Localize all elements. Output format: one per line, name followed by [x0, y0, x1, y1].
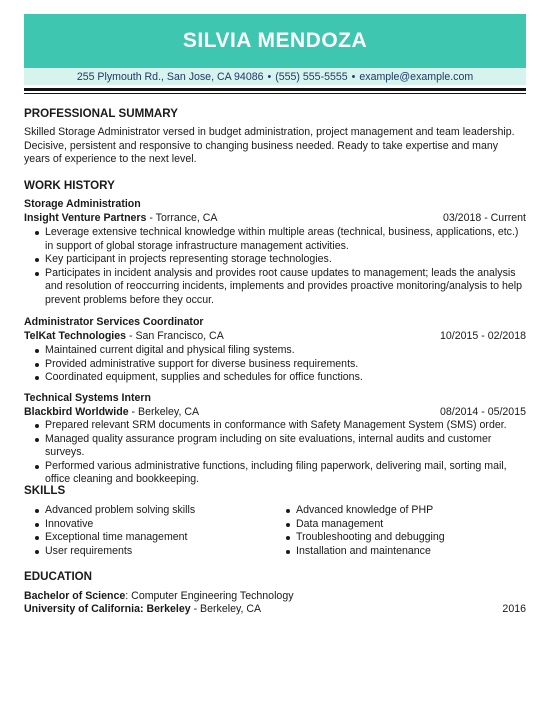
job-employer-row: [24, 212, 526, 226]
education-year: 2016: [502, 603, 526, 615]
list-item: Advanced problem solving skills: [24, 504, 526, 518]
list-item: Troubleshooting and debugging: [275, 531, 550, 545]
job-company: TelKat Technologies: [24, 330, 127, 342]
job-duties: [24, 226, 526, 308]
job-employer-row: [24, 406, 526, 420]
candidate-name: SILVIA MENDOZA: [182, 29, 368, 52]
list-item: Coordinated equipment, supplies and schedules for office functions.: [24, 371, 526, 385]
list-item: Provided administrative support for diverse business requirements.: [24, 358, 526, 372]
contact-separator: •: [267, 70, 272, 83]
list-item: Leverage extensive technical knowledge within multiple areas (technical, business, applications, etc.) in support of global storage infrastructure management activities.: [24, 226, 526, 253]
list-item: Key participant in projects representing storage technologies.: [24, 253, 526, 267]
summary-heading: PROFESSIONAL SUMMARY: [24, 107, 178, 120]
job-company: Insight Venture Partners: [24, 212, 147, 224]
header-banner: [24, 14, 526, 68]
list-item: Prepared relevant SRM documents in conformance with Safety Management System (SMS) order.: [24, 419, 526, 433]
header-divider-thick: [24, 88, 526, 91]
education-school: University of California: Berkeley: [24, 603, 191, 615]
list-item: Maintained current digital and physical filing systems.: [24, 344, 526, 358]
job-employer-row: [24, 330, 526, 344]
education-school-row: [24, 603, 526, 617]
education-location: - Berkeley, CA: [190, 603, 262, 615]
skills-heading: SKILLS: [24, 484, 66, 497]
list-item: Participates in incident analysis and provides root cause updates to management; leads the analysis and resolution of reoccurring incidents, implements and provides proactive monitoring/analysis to help prevent problems before they occur.: [24, 267, 526, 308]
job-location: - San Francisco, CA: [126, 330, 224, 342]
job-duties: [24, 419, 526, 487]
job-company: Blackbird Worldwide: [24, 406, 129, 418]
skills-list-right: [275, 504, 550, 558]
list-item: Installation and maintenance: [275, 545, 550, 559]
list-item: Managed quality assurance program including on site evaluations, internal audits and customer surveys.: [24, 433, 526, 460]
header-divider-thin: [24, 93, 526, 94]
education-school-line: [24, 603, 261, 617]
job-employer: [24, 406, 199, 420]
job-title: Storage Administration: [24, 198, 141, 210]
contact-bar: [24, 68, 526, 85]
list-item: Exceptional time management: [24, 531, 526, 545]
job-employer: [24, 212, 218, 226]
job-title: Technical Systems Intern: [24, 392, 151, 404]
summary-text: Skilled Storage Administrator versed in budget administration, project management and team leadership. Decisive, persistent and responsive to changing business needed. Ready to take expertise and many years of experience to the next level.: [24, 126, 515, 166]
education-heading: EDUCATION: [24, 570, 93, 583]
list-item: Performed various administrative functions, including filing paperwork, delivering mail, sorting mail, office cleaning and bookkeeping.: [24, 460, 526, 487]
contact-phone: (555) 555-5555: [275, 70, 348, 83]
job-dates: 08/2014 - 05/2015: [439, 406, 526, 418]
contact-address: 255 Plymouth Rd., San Jose, CA 94086: [76, 70, 264, 83]
job-title: Administrator Services Coordinator: [24, 316, 204, 328]
list-item: Advanced knowledge of PHP: [275, 504, 550, 518]
education-field: : Computer Engineering Technology: [125, 590, 294, 602]
job-employer: [24, 330, 224, 344]
list-item: User requirements: [24, 545, 526, 559]
education-degree: Bachelor of Science: [24, 590, 126, 602]
contact-separator: •: [351, 70, 356, 83]
work-history-heading: WORK HISTORY: [24, 179, 115, 192]
job-duties: [24, 344, 526, 385]
contact-email[interactable]: example@example.com: [359, 70, 474, 83]
education-degree-line: [24, 590, 526, 604]
list-item: Data management: [275, 518, 550, 532]
job-location: - Torrance, CA: [146, 212, 218, 224]
job-dates: 03/2018 - Current: [442, 212, 526, 224]
job-dates: 10/2015 - 02/2018: [439, 330, 526, 342]
job-location: - Berkeley, CA: [128, 406, 200, 418]
list-item: Innovative: [24, 518, 526, 532]
